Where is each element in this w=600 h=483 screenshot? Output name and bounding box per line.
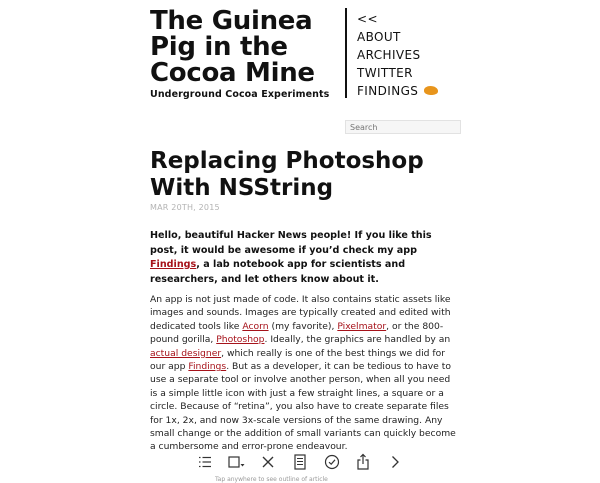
nav-divider [345, 8, 347, 98]
square-dropdown-icon [228, 455, 246, 469]
nav-back-link[interactable]: << [357, 12, 378, 26]
nav-twitter-link[interactable]: TWITTER [357, 66, 413, 80]
paragraph-text: An app is not just made of code. It also contains static assets like images and sounds. Images are typically created and edited with dedicated tools like [150, 294, 451, 332]
designer-link[interactable]: actual designer [150, 347, 222, 359]
paragraph-text: , or the 800-pound gorilla, [150, 320, 444, 346]
close-button[interactable] [258, 452, 278, 472]
share-icon [356, 453, 370, 471]
site-title[interactable]: The Guinea Pig in the Cocoa Mine [150, 6, 315, 88]
reader-toolbar [195, 450, 405, 474]
paragraph-text: , which really is one of the best things we did for our app [150, 347, 446, 373]
paragraph-text: . But as a developer, it can be tedious to have to use a separate tool or involve another person, when all you need is a simple little icon with just a few straight lines, a square or a circle. Because of “retina”, you also have to create separate files for 1x, 2x, and now 3x-scale versions of the same drawing. Any small change or the addition of small variants can quickly become a cumbersome and error-prone endeavour. [150, 361, 456, 453]
post-title: Replacing Photoshop With NSString [150, 148, 424, 201]
pixelmator-link[interactable]: Pixelmator [337, 320, 387, 332]
list-icon [198, 455, 212, 469]
toolbar-hint: Tap anywhere to see outline of article [215, 476, 328, 483]
site-tagline: Underground Cocoa Experiments [150, 89, 330, 100]
nav-findings-link[interactable] [357, 82, 438, 100]
post-intro [150, 229, 450, 287]
main-nav [357, 10, 438, 100]
findings-link[interactable]: Findings [188, 361, 227, 373]
paragraph-text: . Ideally, the graphics are handled by an [264, 334, 451, 346]
close-icon [261, 455, 275, 469]
nav-archives-link[interactable]: ARCHIVES [357, 48, 421, 62]
outline-list-button[interactable] [195, 452, 215, 472]
acorn-link[interactable]: Acorn [242, 320, 269, 332]
view-mode-dropdown[interactable] [227, 452, 247, 472]
guinea-pig-icon [424, 86, 438, 95]
chevron-right-icon [390, 455, 400, 469]
intro-text-end: , a lab notebook app for scientists and researchers, and let others know about it. [150, 259, 406, 285]
nav-findings-label: FINDINGS [357, 84, 419, 98]
findings-app-link[interactable]: Findings [150, 259, 197, 270]
nav-about-link[interactable]: ABOUT [357, 30, 401, 44]
check-circle-icon [324, 454, 340, 470]
paragraph-text: (my favorite), [268, 320, 338, 332]
photoshop-link[interactable]: Photoshop [216, 334, 265, 346]
share-button[interactable] [353, 452, 373, 472]
search-input[interactable] [345, 120, 461, 134]
next-button[interactable] [385, 452, 405, 472]
document-button[interactable] [290, 452, 310, 472]
document-icon [293, 454, 307, 470]
post-paragraph [150, 293, 460, 454]
check-button[interactable] [322, 452, 342, 472]
intro-text: Hello, beautiful Hacker News people! If you like this post, it would be awesome if you’d check my app [150, 230, 432, 256]
post-date: MAR 20TH, 2015 [150, 203, 220, 212]
